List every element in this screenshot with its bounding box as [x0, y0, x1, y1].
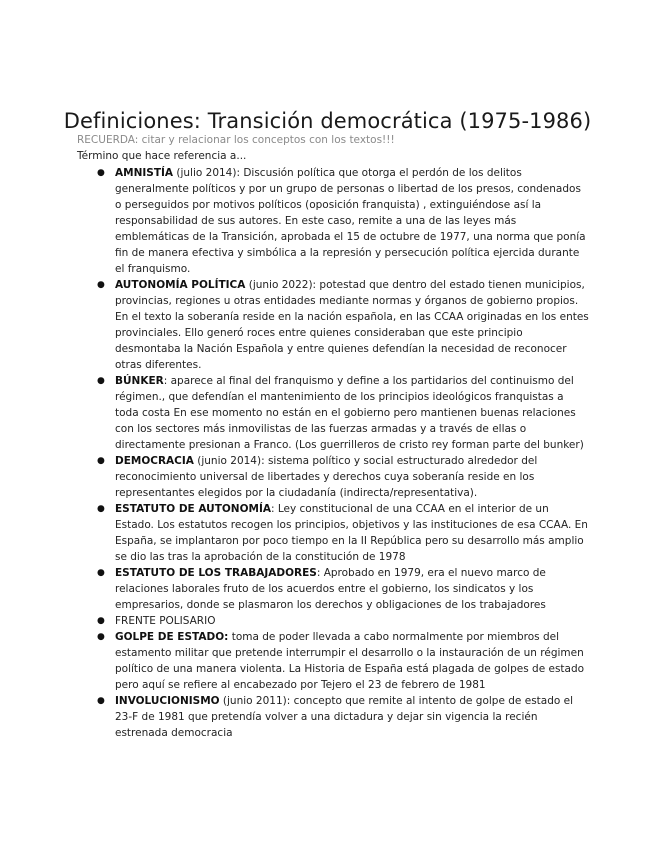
definition-text: (junio 2014): sistema político y social estructurado alrededor del reconocimiento universal de libertades y derechos cuya soberanía reside en los representantes elegidos por la ciudadanía (indirecta/representativa).: [115, 455, 538, 499]
list-item: [77, 501, 589, 565]
term-label: BÚNKER: [115, 375, 164, 387]
term-label: INVOLUCIONISMO: [115, 695, 220, 707]
list-item: [77, 453, 589, 501]
definition-text: (junio 2011): concepto que remite al intento de golpe de estado el 23-F de 1981 que pretendía volver a una dictadura y dejar sin vigencia la recién estrenada democracia: [115, 695, 574, 739]
lead-text: Término que hace referencia a...: [77, 150, 247, 162]
list-item: [77, 629, 589, 693]
bullet-icon: ●: [97, 504, 105, 514]
definition-text: : aparece al final del franquismo y define a los partidarios del continuismo del régimen., que defendían el mantenimiento de los principios ideológicos franquistas a toda costa En ese momento no están en el gobierno pero mantienen buenas relaciones con los sectores más inmovilistas de las fuerzas armadas y a través de ellas o directamente presionan a Franco. (Los guerrilleros de cristo rey forman parte del bunker): [115, 375, 584, 451]
term-label: ESTATUTO DE LOS TRABAJADORES: [115, 567, 317, 579]
definition-text: : Ley constitucional de una CCAA en el interior de un Estado. Los estatutos recogen los principios, objetivos y las instituciones de esa CCAA. En España, se implantaron por poco tiempo en la II República pero su desarrollo más amplio se dio las tras la aprobación de la constitución de 1978: [115, 503, 588, 563]
definition-text: (junio 2022): potestad que dentro del estado tienen municipios, provincias, regiones u otras entidades mediante normas y órganos de gobierno propios. En el texto la soberanía reside en la nación española, en las CCAA originadas en los entes provinciales. Ello generó roces entre quienes consideraban que este principio desmontaba la Nación Española y entre quienes defendían la necesidad de reconocer otras diferentes.: [115, 279, 589, 371]
bullet-icon: ●: [97, 632, 105, 642]
bullet-icon: ●: [97, 456, 105, 466]
list-item: [77, 565, 589, 613]
bullet-icon: ●: [97, 616, 105, 626]
bullet-icon: ●: [97, 280, 105, 290]
list-item: [77, 277, 589, 373]
term-label: DEMOCRACIA: [115, 455, 194, 467]
bullet-icon: ●: [97, 568, 105, 578]
definitions-list: [77, 165, 589, 741]
reminder-note: RECUERDA: citar y relacionar los conceptos con los textos!!!: [77, 134, 395, 146]
page-title: Definiciones: Transición democrática (1975-1986): [63, 109, 592, 134]
definition-text: (julio 2014): Discusión política que otorga el perdón de los delitos generalmente políticos y por un grupo de personas o libertad de los presos, condenados o perseguidos por motivos políticos (oposición franquista) , extinguiéndose así la responsabilidad de sus autores. En este caso, remite a una de las leyes más emblemáticas de la Transición, aprobada el 15 de octubre de 1977, una norma que ponía fin de manera efectiva y simbólica a la represión y persecución política ejercida durante el franquismo.: [115, 167, 586, 275]
definition-text: FRENTE POLISARIO: [115, 615, 216, 627]
term-label: GOLPE DE ESTADO:: [115, 631, 229, 643]
definition-text: toma de poder llevada a cabo normalmente por miembros del estamento militar que pretende interrumpir el desarrollo o la instauración de un régimen político de una manera violenta. La Historia de España está plagada de golpes de estado pero aquí se refiere al encabezado por Tejero el 23 de febrero de 1981: [115, 631, 585, 691]
list-item: [77, 693, 589, 741]
bullet-icon: ●: [97, 376, 105, 386]
term-label: AUTONOMÍA POLÍTICA: [115, 279, 246, 291]
term-label: AMNISTÍA: [115, 167, 174, 179]
list-item: [77, 613, 589, 629]
bullet-icon: ●: [97, 696, 105, 706]
term-label: ESTATUTO DE AUTONOMÍA: [115, 503, 271, 515]
definition-text: : Aprobado en 1979, era el nuevo marco de relaciones laborales fruto de los acuerdos entre el gobierno, los sindicatos y los empresarios, donde se plasmaron los derechos y obligaciones de los trabajadores: [115, 567, 546, 611]
list-item: [77, 165, 589, 277]
bullet-icon: ●: [97, 168, 105, 178]
list-item: [77, 373, 589, 453]
